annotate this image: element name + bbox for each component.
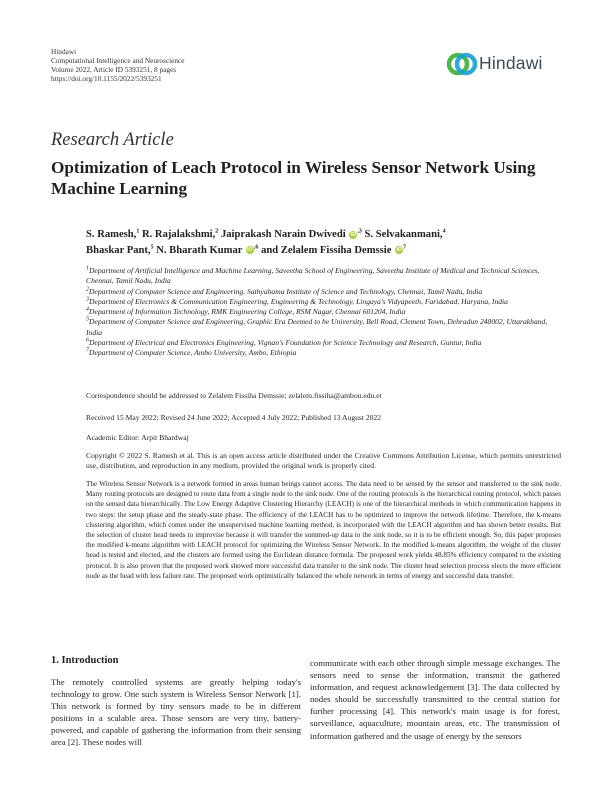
section-heading: 1. Introduction — [51, 655, 119, 666]
author: Bhaskar Pant,$^5$ — [86, 244, 154, 256]
orcid-icon[interactable]: iD — [350, 231, 357, 238]
orcid-icon[interactable]: iD — [247, 247, 253, 254]
publication-dates: Received 15 May 2022; Revised 24 June 2022; Accepted 4 July 2022; Published 13 August 2022 — [86, 413, 382, 422]
publisher-name: Hindawi — [51, 47, 77, 56]
affiliation: $^4$Department of Information Technology, RMK Engineering College, RSM Nagar, Chennai 601204, India — [86, 306, 406, 317]
volume-info: Volume 2022, Article ID 5393251, 8 pages — [51, 65, 177, 75]
body-column-left: The remotely controlled systems are greatly helping today's technology to grow. One such system is Wireless Sensor Network [1]. This network is formed by tiny sensors made to be in different positions in a scalable area. Those sensors are very tiny, battery-powered, and capable of gathering the information from their sensing area [2]. These nodes will — [51, 677, 301, 748]
affiliation: $^6$Department of Electrical and Electronics Engineering, Vignan's Foundation for Science Technology and Research, Guntur, India — [86, 337, 482, 348]
affiliation: $^2$Department of Computer Science and Engineering, Sathyabama Institute of Science and Technology, Chennai, Tamil Nadu, India — [86, 286, 483, 296]
journal-meta — [51, 47, 185, 83]
affiliation: $^5$Department of Computer Science and Engineering, Graphic Era Deemed to be University, Bell Road, Clement Town, Dehradun 248002, Uttarakhand, India — [86, 316, 548, 337]
author: N. Bharath Kumar $iD^{,6}$ — [156, 244, 259, 256]
orcid-icon[interactable]: iD — [396, 247, 402, 254]
correspondence: Correspondence should be addressed to Zelalem Fissiha Demssie; zelalem.fissiha@ambou.edu.et — [86, 391, 382, 400]
author: S. Selvakanmani,$^4$ — [364, 228, 446, 240]
author-list — [86, 227, 556, 258]
journal-name: Computational Intelligence and Neuroscience — [51, 56, 185, 66]
author: R. Rajalakshmi,$^2$ — [141, 228, 219, 240]
paper-title: Optimization of Leach Protocol in Wireless Sensor Network Using Machine Learning — [51, 158, 536, 198]
hindawi-logo-text: Hindawi — [479, 53, 543, 73]
article-type: Research Article — [51, 130, 174, 150]
affiliation: $^7$Department of Computer Science, Ambo University, Ambo, Ethiopia — [86, 347, 297, 358]
hindawi-logo-icon — [446, 48, 478, 80]
body-column-right: communicate with each other through simple message exchanges. The sensors need to sense the information, transmit the gathered information, and request acknowledgement [3]. The data collected by nodes should be successfully transmitted to the central station for further processing [4]. This network's main usage is for forest, surveillance, aquaculture, mountain areas, etc. The transmission of information gathered and the usage of energy by the sensors — [310, 658, 560, 741]
hindawi-logo — [446, 48, 556, 80]
affiliation: $^3$Department of Electronics & Communication Engineering, Engineering & Technology, Lingaya's Vidyapeeth, Faridabad, Haryana, India — [86, 296, 508, 306]
academic-editor: Academic Editor: Arpit Bhardwaj — [86, 433, 189, 442]
author: Jaiprakash Narain Dwivedi $iD^{,3}$ — [220, 228, 362, 240]
affiliation-list — [86, 266, 556, 359]
author: and Zelalem Fissiha Demssie $iD^7$ — [261, 244, 407, 256]
copyright-notice: Copyright © 2022 S. Ramesh et al. This is an open access article distributed under the Creative Commons Attribution License, which permits unrestricted use, distribution, and reproduction in any medium, provided the original work is properly cited. — [86, 451, 561, 470]
author: S. Ramesh,$^1$ — [86, 228, 140, 240]
doi-link[interactable]: https://doi.org/10.1155/2022/5393251 — [51, 74, 162, 84]
affiliation: $^1$Department of Artificial Intelligence and Machine Learning, Saveetha School of Engineering, Saveetha Institute of Medical and Technical Sciences, Chennai, Tamil Nadu, India — [86, 265, 540, 286]
abstract: The Wireless Sensor Network is a network formed in areas human beings cannot access. The data need to be sensed by the sensor and transferred to the sink node. Many routing protocols are designed to route data from a single node to the sink node. One of the routing protocols is the hierarchical routing protocol, which passes on the sensed data hierarchically. The Low Energy Adaptive Clustering Hierarchy (LEACH) is one of the hierarchical methods in which communication happens in two steps: the setup phase and the steady-state phase. The efficiency of the LEACH has to be optimized to improve the network lifetime. Therefore, the k-means clustering algorithm, which comes under the unsupervised machine learning method, is incorporated with the LEACH algorithm and has shown better results. But the selection of cluster head needs to improvise because it will transfer the summed-up data to the sink node, so it is to be efficient enough. So, this paper proposes the modified k-means algorithm with LEACH protocol for optimizing the Wireless Sensor Network. In the modified k-means algorithm, the weight of the cluster head is tested and elected, and the clusters are formed using the Euclidean distance formula. The proposed work yields 48.85% efficiency compared to the existing protocol. It is also proven that the proposed work showed more successful data transfer to the sink node. The cluster head selection process elects the more efficient node as the head with less failure rate. The proposed work optimistically balanced the whole network in terms of energy and successful data transfer. — [86, 480, 561, 580]
